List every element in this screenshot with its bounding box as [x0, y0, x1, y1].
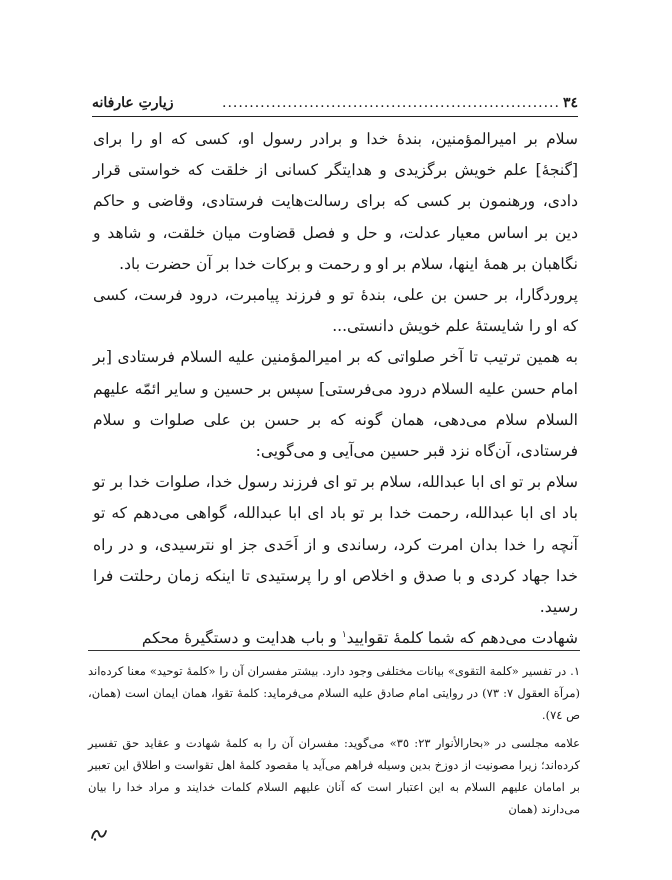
last-line-text: شهادت می‌دهم که شما کلمهٔ تقوایید — [346, 629, 578, 648]
footnote: علامه مجلسی در «بحارالأنوار ٢٣: ٣٥» می‌گوید: مفسران آن را به کلمهٔ شهادت و عقاید حق تفسیر کرده‌اند؛ زیرا مصونیت از دوزخ بدین وسیله فراهم می‌آید یا مقصود کلمهٔ اهل تقواست و اطلاق این تعبیر بر امامان علیهم السلام به این اعتبار است که آنان علیهم السلام کلمات خدایند و مراد خدا را بیان می‌دارند (همان — [88, 736, 580, 816]
footnote-reference[interactable]: ١ — [341, 630, 347, 641]
continuation-mark-icon — [90, 826, 108, 842]
running-header — [92, 92, 578, 117]
paragraph: سلام بر تو ای ابا عبدالله، سلام بر تو ای فرزند رسول خدا، صلوات خدا بر تو باد ای ابا عبدالله، رحمت خدا بر تو باد ای ابا عبدالله، گواهی می‌دهم که تو آنچه را خدا بدان امرت کرد، رساندی و از اَحَدی جز او نترسیدی، و در راه خدا جهاد کردی و با صدق و اخلاص او را پرستیدی تا اینکه زمان رحلتت فرا رسید. — [93, 473, 578, 617]
page-number: ٣٤ — [562, 95, 578, 111]
last-line-continuation: و باب هدایت و دستگیرهٔ محکم — [141, 629, 342, 648]
footnote: ١. در تفسیر «کلمة التقوی» بیانات مختلفی وجود دارد. بیشتر مفسران آن را «کلمهٔ توحید» معنا کرده‌اند (مرآة العقول ٧: ٧٣) در روایتی امام صادق علیه السلام می‌فرماید: کلمهٔ تقوا، همان ایمان است (همان، ص ٧٤). — [88, 664, 581, 722]
paragraph: سلام بر امیرالمؤمنین، بندهٔ خدا و برادر رسول او، کسی که او را برای [گنجهٔ] علم خویش برگزیدی و هدایتگر کسانی از خلقت که خواستی قرار دادی، ورهنمون بر کسی که برای رسالت‌هایت فرستادی، وقاضی و حاکم دین بر اساس معیار عدلت، و حل و فصل قضاوت میان خلقت، و شاهد و نگاهبان بر همهٔ اینها، سلام بر او و رحمت و برکات خدا بر آن حضرت باد. — [93, 130, 578, 273]
paragraph: پروردگارا، بر حسن بن علی، بندهٔ تو و فرزند پیامبرت، درود فرست، کسی که او را شایستهٔ علم خویش دانستی... — [93, 286, 578, 336]
footnote-separator — [88, 650, 580, 651]
book-title: زیارتِ عارفانه — [92, 95, 174, 111]
header-leader-dots: .............................................................. — [222, 95, 560, 111]
footnotes — [88, 660, 580, 820]
paragraph: به همین ترتیب تا آخر صلواتی که بر امیرالمؤمنین علیه السلام فرستادی [بر امام حسن علیه السلام درود می‌فرستی] سپس بر حسین و سایر ائمّه علیهم السلام سلام می‌دهی، همان گونه که بر حسن بن علی صلوات و سلام فرستادی، آن‌گاه نزد قبر حسین می‌آیی و می‌گویی: — [93, 348, 578, 461]
main-text — [93, 124, 578, 654]
